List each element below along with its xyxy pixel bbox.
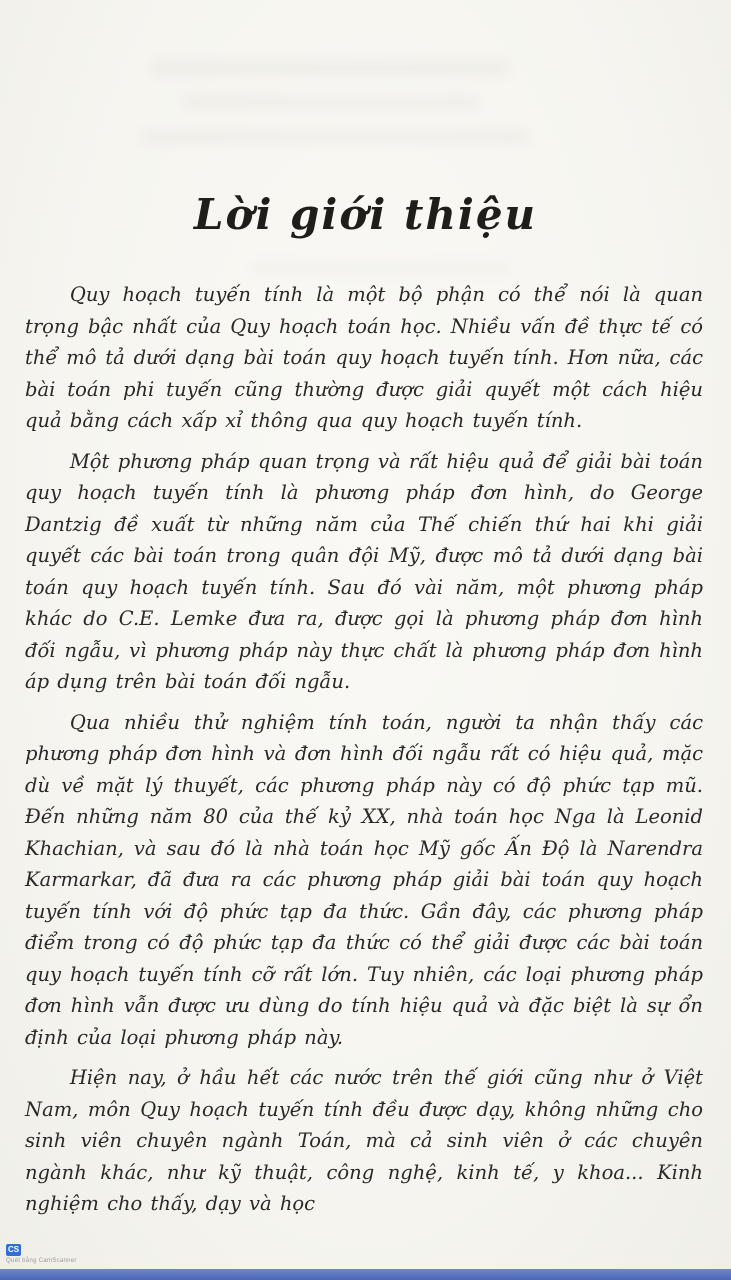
- scan-artifact: [180, 95, 480, 109]
- scan-artifact: [250, 262, 510, 274]
- page-title: Lời giới thiệu: [193, 190, 538, 239]
- paragraph: Quy hoạch tuyến tính là một bộ phận có thể nói là quan trọng bậc nhất của Quy hoạch toán học. Nhiều vấn đề thực tế có thể mô tả dưới dạng bài toán quy hoạch tuyến tính. Hơn nữa, các bài toán phi tuyến cũng thường được giải quyết một cách hiệu quả bằng cách xấp xỉ thông qua quy hoạch tuyến tính.: [25, 283, 703, 432]
- paragraph: Một phương pháp quan trọng và rất hiệu quả để giải bài toán quy hoạch tuyến tính là phương pháp đơn hình, do George Dantzig đề xuất từ những năm của Thế chiến thứ hai khi giải quyết các bài toán trong quân đội Mỹ, được mô tả dưới dạng bài toán quy hoạch tuyến tính. Sau đó vài năm, một phương pháp khác do C.E. Lemke đưa ra, được gọi là phương pháp đơn hình đối ngẫu, vì phương pháp này thực chất là phương pháp đơn hình áp dụng trên bài toán đối ngẫu.: [25, 449, 703, 693]
- scan-artifact: [140, 130, 530, 144]
- paragraph: Hiện nay, ở hầu hết các nước trên thế giới cũng như ở Việt Nam, môn Quy hoạch tuyến tính đều được dạy, không những cho sinh viên chuyên ngành Toán, mà cả sinh viên ở các chuyên ngành khác, như kỹ thuật, công nghệ, kinh tế, y khoa... Kinh nghiệm cho thấy, dạy và học: [25, 1066, 703, 1215]
- camscanner-watermark: [6, 1244, 77, 1264]
- page-body: [0, 239, 731, 1220]
- scan-edge-bar: [0, 1269, 731, 1280]
- scan-artifact: [150, 60, 510, 76]
- camscanner-logo-icon: CS: [8, 1245, 20, 1254]
- paragraph: Qua nhiều thử nghiệm tính toán, người ta nhận thấy các phương pháp đơn hình và đơn hình đối ngẫu rất có hiệu quả, mặc dù về mặt lý thuyết, các phương pháp này có độ phức tạp mũ. Đến những năm 80 của thế kỷ XX, nhà toán học Nga là Leonid Khachian, và sau đó là nhà toán học Mỹ gốc Ấn Độ là Narendra Karmarkar, đã đưa ra các phương pháp giải bài toán quy hoạch tuyến tính với độ phức tạp đa thức. Gần đây, các phương pháp điểm trong có độ phức tạp đa thức có thể giải được các bài toán quy hoạch tuyến tính cỡ rất lớn. Tuy nhiên, các loại phương pháp đơn hình vẫn được ưu dùng do tính hiệu quả và đặc biệt là sự ổn định của loại phương pháp này.: [25, 710, 703, 1049]
- camscanner-caption: Quét bằng CamScanner: [6, 1258, 77, 1264]
